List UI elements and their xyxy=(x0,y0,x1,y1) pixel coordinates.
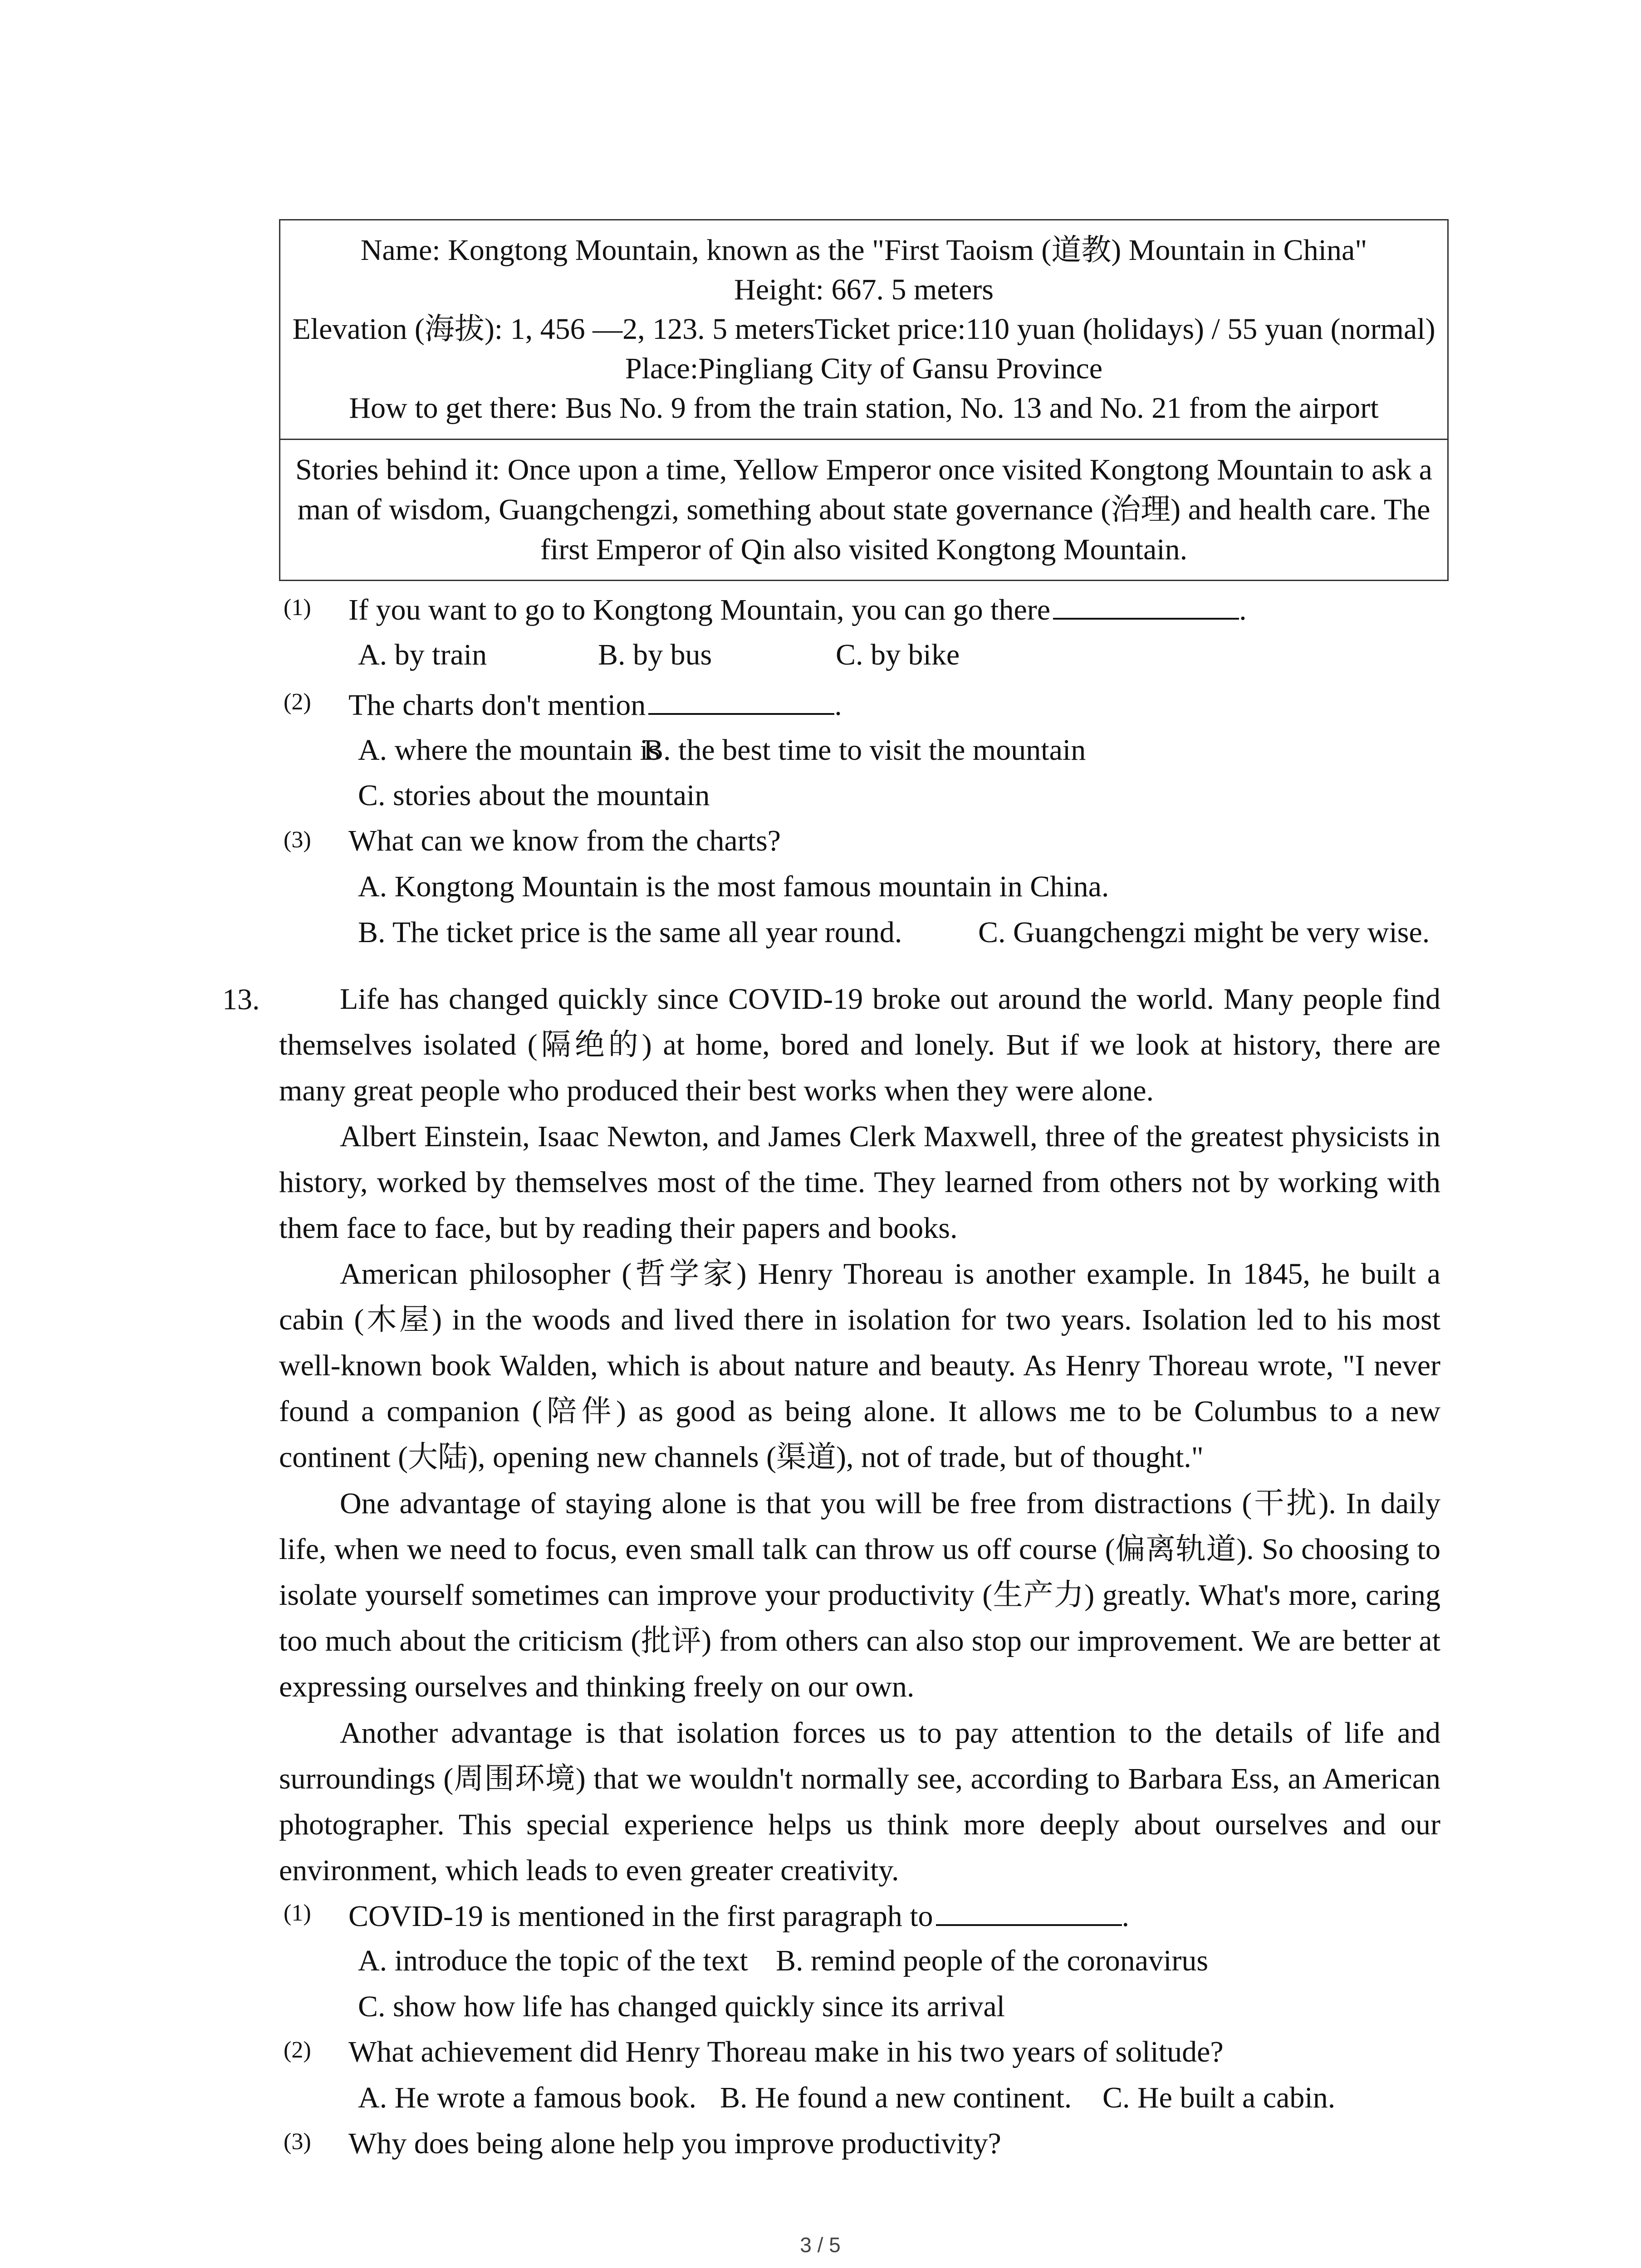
q12-1-number: (1) xyxy=(284,595,311,621)
q13-3-stem: Why does being alone help you improve productivity? xyxy=(348,2127,1001,2160)
info-name: Name: Kongtong Mountain, known as the "First Taoism (道教) Mountain in China" xyxy=(360,234,1367,267)
q12-1-option-c: C. by bike xyxy=(836,638,960,671)
q13-1-option-c: C. show how life has changed quickly since its arrival xyxy=(358,1990,1005,2023)
q12-2-option-b: B. the best time to visit the mountain xyxy=(643,733,1086,767)
paragraph-text: Albert Einstein, Isaac Newton, and James Clerk Maxwell, three of the greatest physicists in history, worked by themselves most of the time. They learned from others not by working with them face to face, but by reading their papers and books. xyxy=(279,1120,1440,1245)
q13-1-stem-line: COVID-19 is mentioned in the first paragraph to . xyxy=(348,1897,1129,1935)
q12-3-option-b: B. The ticket price is the same all year round. xyxy=(358,916,902,949)
q12-2-option-c: C. stories about the mountain xyxy=(358,779,710,812)
q13-2-option-b: B. He found a new continent. xyxy=(720,2081,1072,2114)
q13-2-stem: What achievement did Henry Thoreau make in his two years of solitude? xyxy=(348,2035,1224,2068)
info-height: Height: 667. 5 meters xyxy=(734,273,994,306)
answer-blank xyxy=(1053,591,1239,620)
q13-paragraph-4 xyxy=(279,1481,1440,1710)
paragraph-text: One advantage of staying alone is that you will be free from distractions (干扰). In daily life, when we need to focus, even small talk can throw us off course (偏离轨道). So choosing to isolate yourself sometimes can improve your productivity (生产力) greatly. What's more, caring too much about the criticism (批评) from others can also stop our improvement. We are better at expressing ourselves and thinking freely on our own. xyxy=(279,1487,1440,1703)
q12-2-number: (2) xyxy=(284,689,311,715)
info-elevation-ticket-place: Elevation (海拔): 1, 456 —2, 123. 5 metersTicket price:110 yuan (holidays) / 55 yuan (normal)Place:Pingliang City of Gansu Province xyxy=(292,313,1435,385)
paragraph-text: Another advantage is that isolation forces us to pay attention to the details of life and surroundings (周围环境) that we wouldn't normally see, according to Barbara Ess, an American photographer. This special experience helps us think more deeply about ourselves and our environment, which leads to even greater creativity. xyxy=(279,1716,1440,1887)
q12-3-number: (3) xyxy=(284,827,311,853)
q12-1-stem-line: If you want to go to Kongtong Mountain, you can go there . xyxy=(348,591,1247,628)
q12-3-option-a: A. Kongtong Mountain is the most famous mountain in China. xyxy=(358,870,1109,903)
info-table-stories xyxy=(280,440,1447,582)
q13-2-number: (2) xyxy=(284,2037,311,2063)
paragraph-text: American philosopher (哲学家) Henry Thoreau is another example. In 1845, he built a cabin (木屋) in the woods and lived there in isolation for two years. Isolation led to his most well-known book Walden, which is about nature and beauty. As Henry Thoreau wrote, "I never found a companion (陪伴) as good as being alone. It allows me to be Columbus to a new continent (大陆), opening new channels (渠道), not of trade, but of thought." xyxy=(279,1257,1440,1474)
info-table xyxy=(279,219,1449,581)
q12-1-option-b: B. by bus xyxy=(598,638,712,671)
q12-2-option-a: A. where the mountain is xyxy=(358,733,660,767)
q13-paragraph-2 xyxy=(279,1114,1440,1251)
q13-number: 13. xyxy=(222,983,260,1016)
q13-1-option-b: B. remind people of the coronavirus xyxy=(776,1944,1209,1977)
q13-1-option-a: A. introduce the topic of the text xyxy=(358,1944,748,1977)
q12-3-stem: What can we know from the charts? xyxy=(348,824,781,857)
q12-2-stem-line: The charts don't mention . xyxy=(348,686,842,723)
info-table-facts xyxy=(280,220,1447,440)
paragraph-text: Life has changed quickly since COVID-19 broke out around the world. Many people find themselves isolated (隔绝的) at home, bored and lonely. But if we look at history, there are many great people who produced their best works when they were alone. xyxy=(279,982,1440,1107)
q13-1-stem: COVID-19 is mentioned in the first paragraph to xyxy=(348,1900,933,1933)
q13-1-number: (1) xyxy=(284,1900,311,1926)
q13-paragraph-1 xyxy=(279,976,1440,1114)
info-transport: How to get there: Bus No. 9 from the train station, No. 13 and No. 21 from the airport xyxy=(349,391,1379,425)
q13-2-option-c: C. He built a cabin. xyxy=(1102,2081,1336,2114)
answer-blank xyxy=(648,686,834,715)
q12-3-option-c: C. Guangchengzi might be very wise. xyxy=(978,916,1430,949)
q12-2-stem: The charts don't mention xyxy=(348,689,646,722)
page-number: 3 / 5 xyxy=(800,2233,841,2257)
q12-1-stem: If you want to go to Kongtong Mountain, you can go there xyxy=(348,593,1051,626)
info-stories: Stories behind it: Once upon a time, Yellow Emperor once visited Kongtong Mountain to ask a man of wisdom, Guangchengzi, something about state governance (治理) and health care. The first Emperor of Qin also visited Kongtong Mountain. xyxy=(295,453,1432,566)
q13-paragraph-5 xyxy=(279,1710,1440,1893)
q13-2-option-a: A. He wrote a famous book. xyxy=(358,2081,696,2114)
q13-paragraph-3 xyxy=(279,1251,1440,1480)
q13-3-number: (3) xyxy=(284,2129,311,2155)
q12-1-option-a: A. by train xyxy=(358,638,487,671)
answer-blank xyxy=(936,1897,1122,1926)
